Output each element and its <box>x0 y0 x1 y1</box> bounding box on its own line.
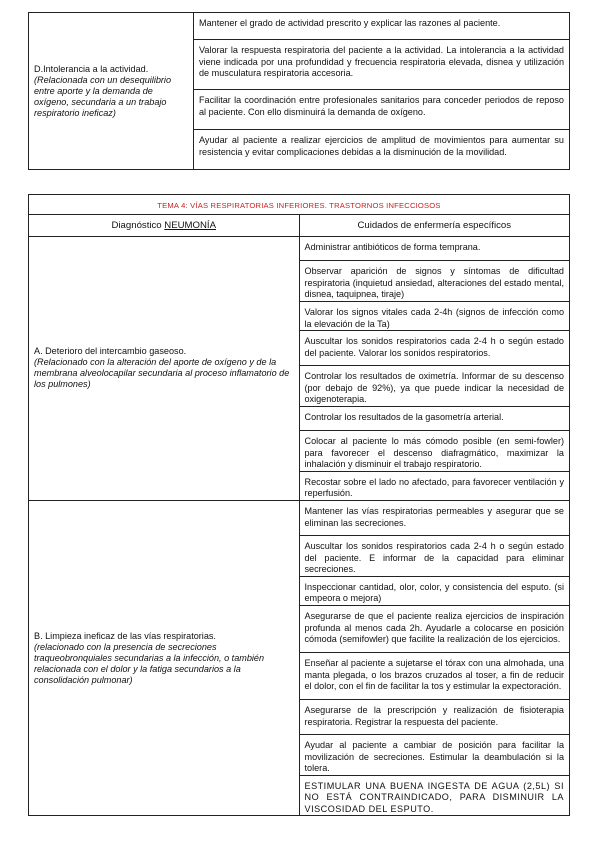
diagnosis-cell <box>29 237 300 501</box>
diagnosis-name: A. Deterioro del intercambio gaseoso. <box>34 346 187 357</box>
section-title: TEMA 4: VÍAS RESPIRATORIAS INFERIORES. TRASTORNOS INFECCIOSOS <box>29 195 570 215</box>
diagnosis-cell <box>29 500 300 816</box>
diagnosis-relation: (Relacionado con la alteración del aporte de oxígeno y de la membrana alveolocapilar secundaria al proceso inflamatorio de los pulmones) <box>34 357 290 390</box>
care-item: ESTIMULAR UNA BUENA INGESTA DE AGUA (2,5L) SI NO ESTÁ CONTRAINDICADO, PARA DISMINUIR LA VISCOSIDAD DEL ESPUTO. <box>299 775 570 816</box>
care-item: Asegurarse de que el paciente realiza ejercicios de inspiración profunda al menos cada 2h. Ayudarle a colocarse en posición cómoda (semifowler) que facilite la realización de los ejercicios. <box>299 605 570 652</box>
cares-header: Cuidados de enfermería específicos <box>299 215 570 237</box>
care-item: Facilitar la coordinación entre profesionales sanitarios para conceder periodos de reposo al paciente. Con ello disminuirá la demanda de oxígeno. <box>194 90 570 130</box>
diagnosis-relation: (Relacionada con un desequilibrio entre aporte y la demanda de oxígeno, secundaria a un trabajo respiratorio ineficaz) <box>34 74 172 118</box>
care-item: Valorar los signos vitales cada 2-4h (signos de infección como la elevación de la Ta) <box>299 302 570 331</box>
care-item: Controlar los resultados de oximetría. Informar de su descenso (por debajo de 92%), ya que puede indicar la necesidad de oxigenoterapia. <box>299 366 570 407</box>
diagnosis-header-name: NEUMONÍA <box>164 220 216 231</box>
care-item: Asegurarse de la prescripción y realización de fisioterapia respiratoria. Registrar la respuesta del paciente. <box>299 699 570 734</box>
care-item: Recostar sobre el lado no afectado, para favorecer ventilación y reperfusión. <box>299 471 570 500</box>
care-item: Administrar antibióticos de forma temprana. <box>299 237 570 261</box>
diagnosis-name: D.Intolerancia a la actividad. <box>34 63 149 74</box>
care-item: Mantener las vías respiratorias permeables y asegurar que se eliminan las secreciones. <box>299 500 570 535</box>
diagnosis-cell <box>29 13 194 170</box>
care-item: Observar aparición de signos y síntomas de dificultad respiratoria (inquietud ansiedad, alteraciones del estado mental, disnea, taquipnea, tiraje) <box>299 261 570 302</box>
diagnosis-header <box>29 215 300 237</box>
care-item: Mantener el grado de actividad prescrito y explicar las razones al paciente. <box>194 13 570 40</box>
intolerance-table <box>28 12 570 170</box>
care-item: Ayudar al paciente a cambiar de posición para facilitar la movilización de secreciones. Estimular la deambulación si la tolera. <box>299 734 570 775</box>
care-item: Enseñar al paciente a sujetarse el tórax con una almohada, una manta plegada, o los brazos cruzados al toser, a fin de reducir el dolor, con el fin de facilitar la tos y estimular la expectoración. <box>299 652 570 699</box>
diagnosis-name: B. Limpieza ineficaz de las vías respiratorias. <box>34 630 216 641</box>
care-item: Colocar al paciente lo más cómodo posible (en semi-fowler) para favorecer el descenso diafragmático, maximizar la inhalación y disminuir el trabajo respiratorio. <box>299 430 570 471</box>
care-item: Auscultar los sonidos respiratorios cada 2-4 h o según estado del paciente. Valorar los sonidos respiratorios. <box>299 331 570 366</box>
care-item: Valorar la respuesta respiratoria del paciente a la actividad. La intolerancia a la actividad viene indicada por una profundidad y frecuencia respiratoria elevada, disnea y utilización de musculatura respiratoria accesoria. <box>194 40 570 90</box>
care-item: Inspeccionar cantidad, olor, color, y consistencia del esputo. (si empeora o mejora) <box>299 576 570 605</box>
diagnosis-relation: (relacionado con la presencia de secreciones traqueobronquiales secundarias a la infección, o también relacionada con el dolor y la fatiga secundarios a la consolidación pulmonar) <box>34 641 265 685</box>
care-item: Auscultar los sonidos respiratorios cada 2-4 h o según estado del paciente. E informar de la capacidad para eliminar secreciones. <box>299 535 570 576</box>
pneumonia-table <box>28 194 570 816</box>
care-item: Controlar los resultados de la gasometría arterial. <box>299 406 570 430</box>
diagnosis-header-prefix: Diagnóstico <box>111 220 165 231</box>
care-item: Ayudar al paciente a realizar ejercicios de amplitud de movimientos para aumentar su resistencia y evitar complicaciones debidas a la disminución de la movilidad. <box>194 130 570 170</box>
